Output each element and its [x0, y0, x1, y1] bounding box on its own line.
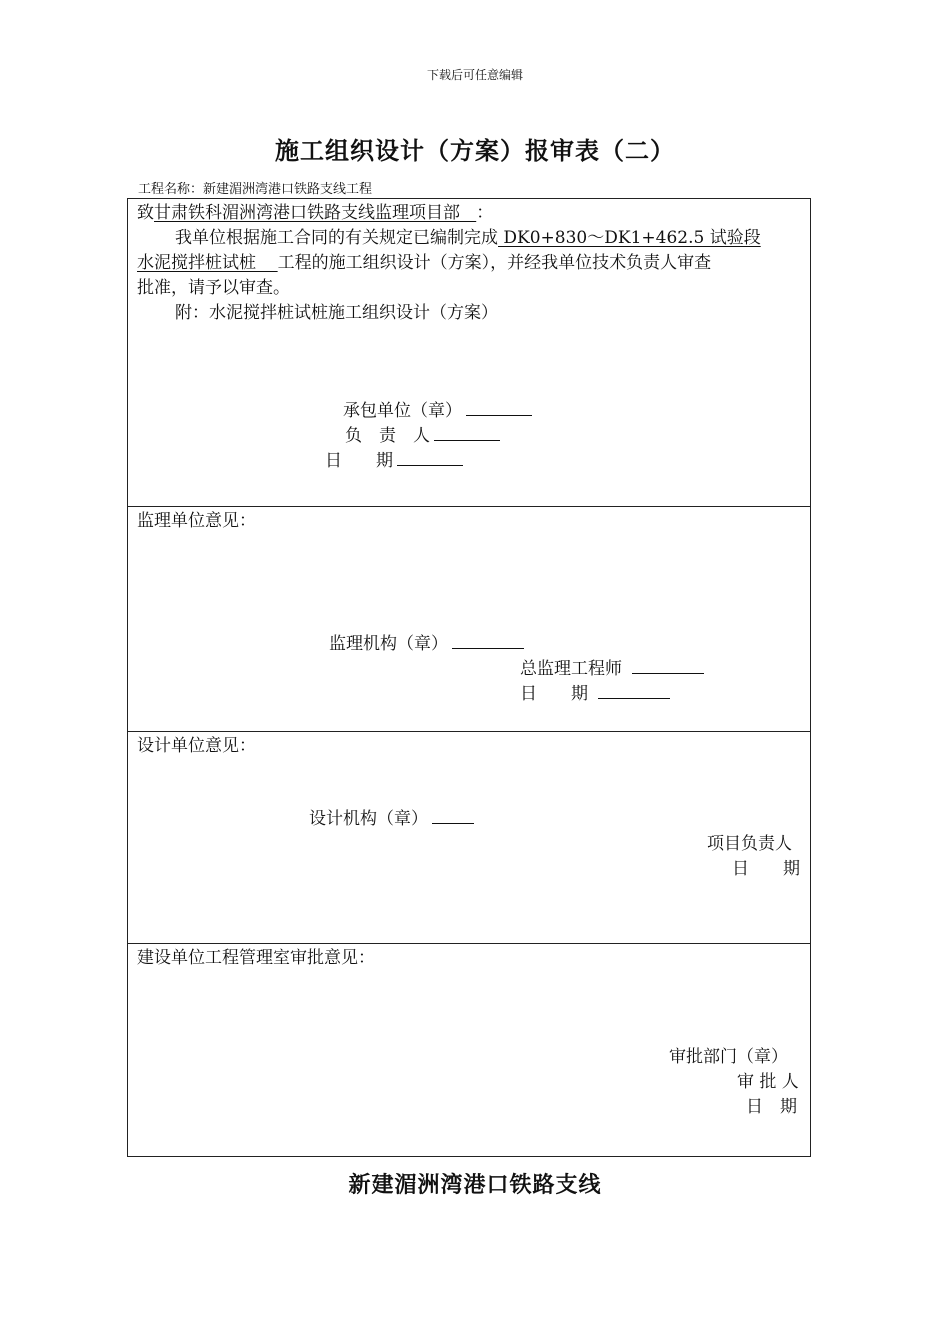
- contractor-date-line: [325, 449, 463, 474]
- owner-heading: 建设单位工程管理室审批意见：: [137, 948, 375, 968]
- page-title: 施工组织设计（方案）报审表（二）: [275, 136, 675, 165]
- responsible-line: [345, 424, 500, 449]
- section-range: DK0+830～DK1+462.5 试验段: [498, 228, 761, 248]
- header-note: 下载后可任意编辑: [426, 68, 523, 82]
- contractor-date-label: 日 期: [325, 451, 393, 471]
- submission-text-2: 工程的施工组织设计（方案），并经我单位技术负责人审查: [277, 253, 712, 273]
- chief-engineer-label: 总监理工程师: [520, 659, 622, 679]
- submission-line-3: 批准，请予以审查。: [137, 278, 290, 298]
- addressee-prefix: 致: [137, 203, 154, 223]
- supervision-date-blank: [598, 682, 670, 699]
- approval-dept: 审批部门（章）: [669, 1047, 788, 1067]
- divider-3: [127, 943, 811, 944]
- chief-engineer-blank: [632, 657, 704, 674]
- responsible-blank: [434, 424, 500, 441]
- addressee-suffix: ：: [476, 203, 494, 223]
- divider-1: [127, 506, 811, 507]
- supervision-date-line: [520, 682, 670, 707]
- approval-date: 日 期: [746, 1097, 797, 1117]
- supervision-date-label: 日 期: [520, 684, 588, 704]
- review-form-table: [127, 198, 811, 1157]
- supervision-org-line: [329, 632, 524, 657]
- contractor-label: 承包单位（章）: [343, 401, 462, 421]
- supervision-org-label: 监理机构（章）: [329, 634, 448, 654]
- chief-engineer-line: [520, 657, 704, 682]
- approver: 审 批 人: [737, 1072, 799, 1092]
- footer-title: 新建湄洲湾港口铁路支线: [348, 1172, 602, 1198]
- contractor-blank: [466, 399, 532, 416]
- design-org-line: [309, 807, 474, 832]
- design-org-blank: [432, 807, 474, 824]
- design-date: 日 期: [732, 859, 800, 879]
- submission-line-1: [175, 226, 761, 251]
- divider-2: [127, 731, 811, 732]
- design-org-label: 设计机构（章）: [309, 809, 428, 829]
- contractor-date-blank: [397, 449, 463, 466]
- contractor-seal-line: [343, 399, 532, 424]
- supervision-heading: 监理单位意见：: [137, 511, 256, 531]
- submission-line-2: [137, 251, 711, 276]
- responsible-label: 负 责 人: [345, 426, 430, 446]
- addressee-line: [137, 201, 493, 226]
- work-item: 水泥搅拌桩试桩: [137, 253, 256, 273]
- addressee-recipient: 甘肃铁科湄洲湾港口铁路支线监理项目部: [154, 203, 460, 223]
- design-heading: 设计单位意见：: [137, 736, 256, 756]
- design-leader: 项目负责人: [707, 834, 792, 854]
- submission-text: 我单位根据施工合同的有关规定已编制完成: [175, 228, 498, 248]
- project-name: 工程名称：新建湄洲湾港口铁路支线工程: [138, 182, 373, 197]
- attachment-line: 附：水泥搅拌桩试桩施工组织设计（方案）: [175, 303, 498, 323]
- supervision-org-blank: [452, 632, 524, 649]
